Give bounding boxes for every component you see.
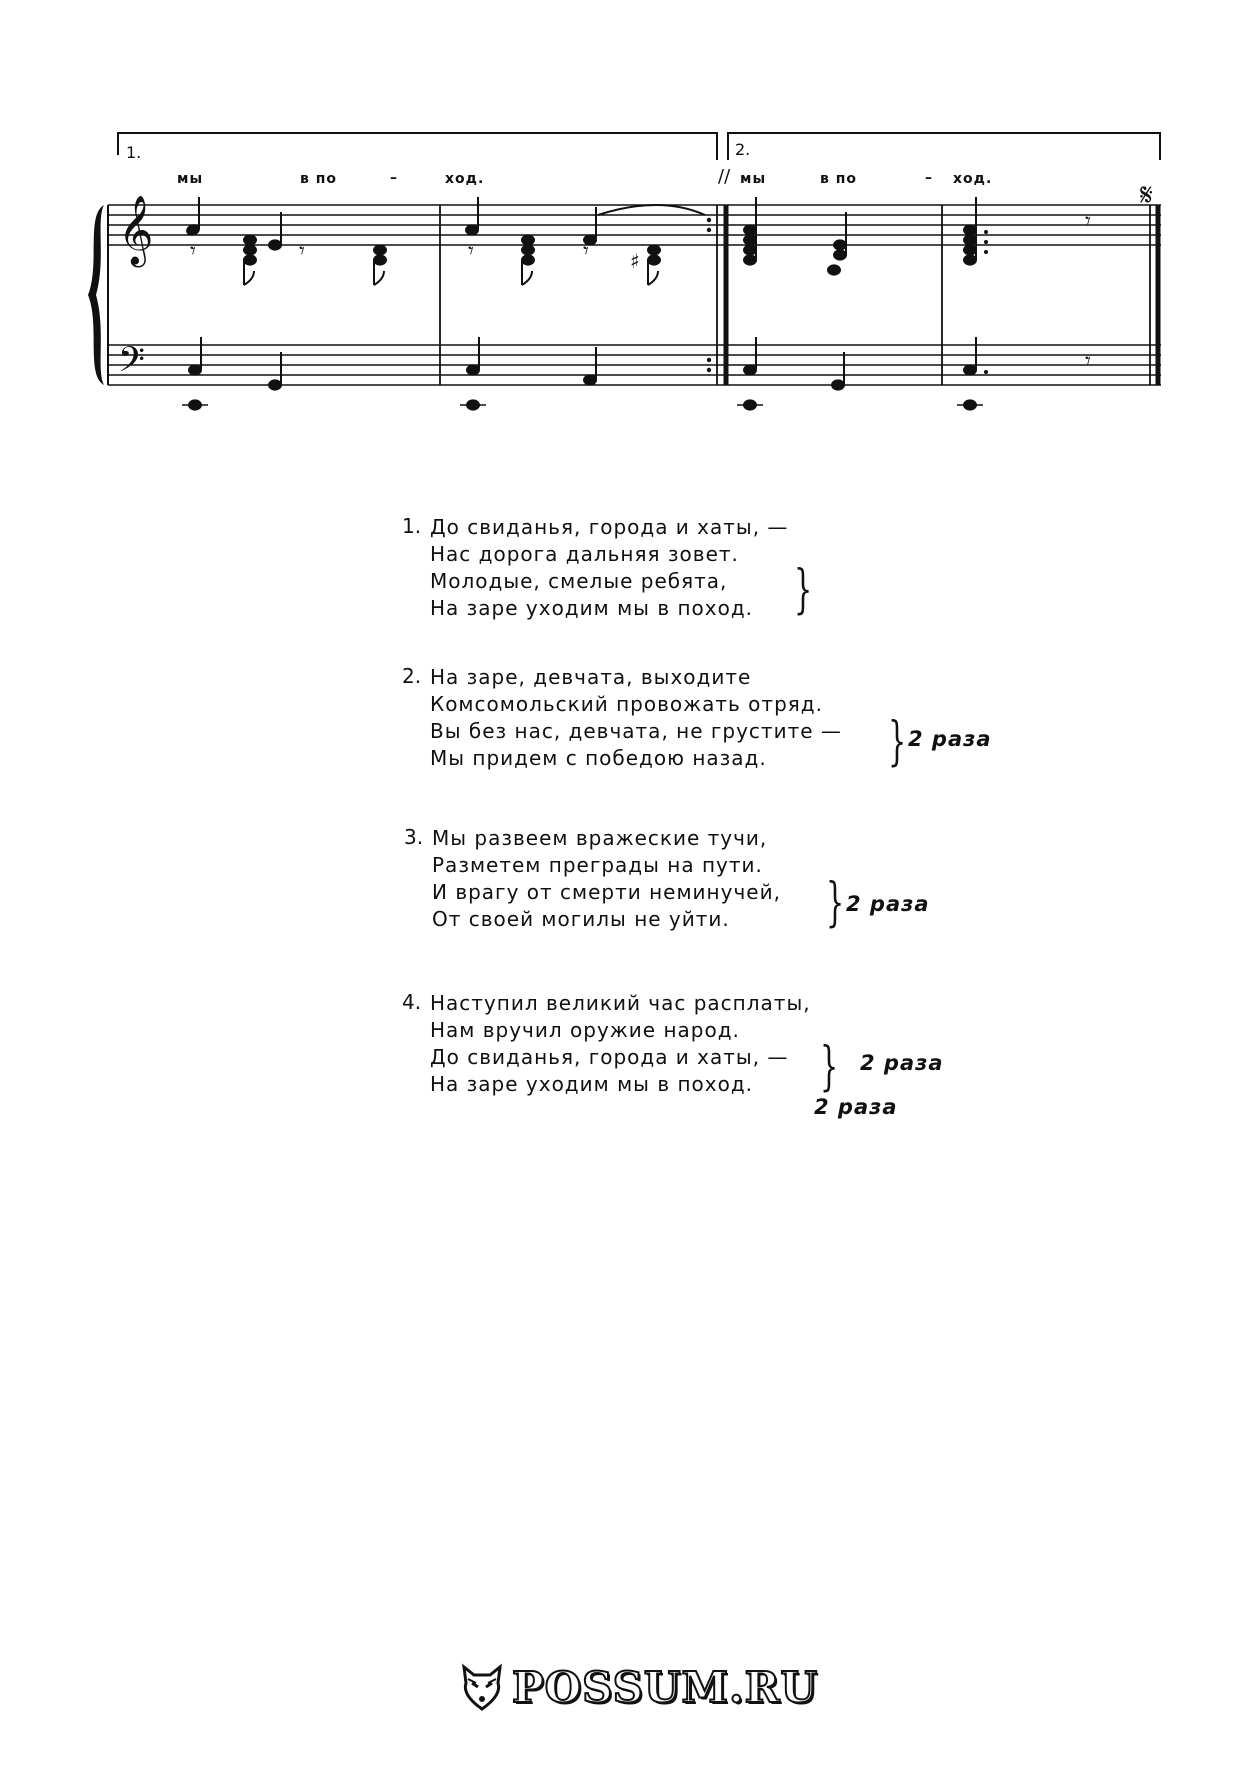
repeat-count: 2 раза	[846, 892, 930, 916]
verse-number: 3.	[404, 825, 424, 849]
lyric-syllable: в по	[300, 171, 338, 187]
verse-line: Нас дорога дальняя зовет.	[430, 542, 739, 566]
repeat-brace: }	[888, 712, 907, 772]
bass-clef: 𝄢	[118, 339, 146, 388]
verse-3	[404, 825, 930, 933]
sharp: ♯	[630, 249, 640, 273]
volta-1-label: 1.	[126, 143, 142, 162]
verse-line: От своей могилы не уйти.	[432, 907, 730, 931]
verse-line: На заре, девчата, выходите	[430, 665, 752, 689]
verse-line: Мы придем с победою назад.	[430, 746, 767, 770]
verse-number: 4.	[402, 990, 422, 1014]
lyric-syllable: –	[390, 170, 398, 186]
caesura: //	[718, 166, 731, 187]
repeat-count: 2 раза	[860, 1051, 944, 1075]
rest: 𝄾	[583, 239, 589, 264]
lyric-syllable: ход.	[953, 171, 993, 187]
rest: 𝄾	[1085, 349, 1091, 374]
verse-line: На заре уходим мы в поход.	[430, 1072, 754, 1096]
verse-4	[402, 990, 944, 1098]
verse-line: И врагу от смерти неминучей,	[432, 880, 781, 904]
lyric-syllable: ход.	[445, 171, 485, 187]
site-logo	[458, 1661, 818, 1713]
verse-number: 2.	[402, 664, 422, 688]
repeat-brace: }	[826, 873, 845, 933]
verse-line: Разметем преграды на пути.	[432, 853, 763, 877]
repeat-count: 2 раза	[814, 1095, 898, 1119]
volta-2-label: 2.	[735, 140, 751, 159]
lyric-syllable: в по	[820, 171, 858, 187]
segno-sign: 𝄋	[1140, 178, 1153, 213]
verse-line: Нам вручил оружие народ.	[430, 1018, 740, 1042]
possum-icon	[458, 1661, 506, 1713]
treble-clef: 𝄞	[118, 195, 154, 265]
verse-line: На заре уходим мы в поход.	[430, 596, 754, 620]
lyric-syllable: мы	[177, 171, 204, 187]
verse-line: До свиданья, города и хаты, —	[430, 1045, 789, 1069]
repeat-brace: }	[820, 1037, 839, 1097]
verse-line: Комсомольский провожать отряд.	[430, 692, 823, 716]
watermark-text: POSSUM.RU	[512, 1662, 819, 1712]
rest: 𝄾	[299, 239, 305, 264]
rest: 𝄾	[1085, 209, 1091, 234]
verse-line: Вы без нас, девчата, не грустите —	[430, 719, 842, 743]
verse-line: Мы развеем вражеские тучи,	[432, 826, 768, 850]
verse-line: Молодые, смелые ребята,	[430, 569, 728, 593]
repeat-brace: }	[794, 560, 813, 620]
verse-2	[402, 664, 992, 772]
rest: 𝄾	[468, 239, 474, 264]
lyric-syllable: мы	[740, 171, 767, 187]
rest: 𝄾	[190, 239, 196, 264]
verse-line: До свиданья, города и хаты, —	[430, 515, 789, 539]
lyric-syllable: –	[925, 170, 933, 186]
verse-line: Наступил великий час расплаты,	[430, 991, 811, 1015]
repeat-count: 2 раза	[908, 727, 992, 751]
verse-number: 1.	[402, 514, 422, 538]
